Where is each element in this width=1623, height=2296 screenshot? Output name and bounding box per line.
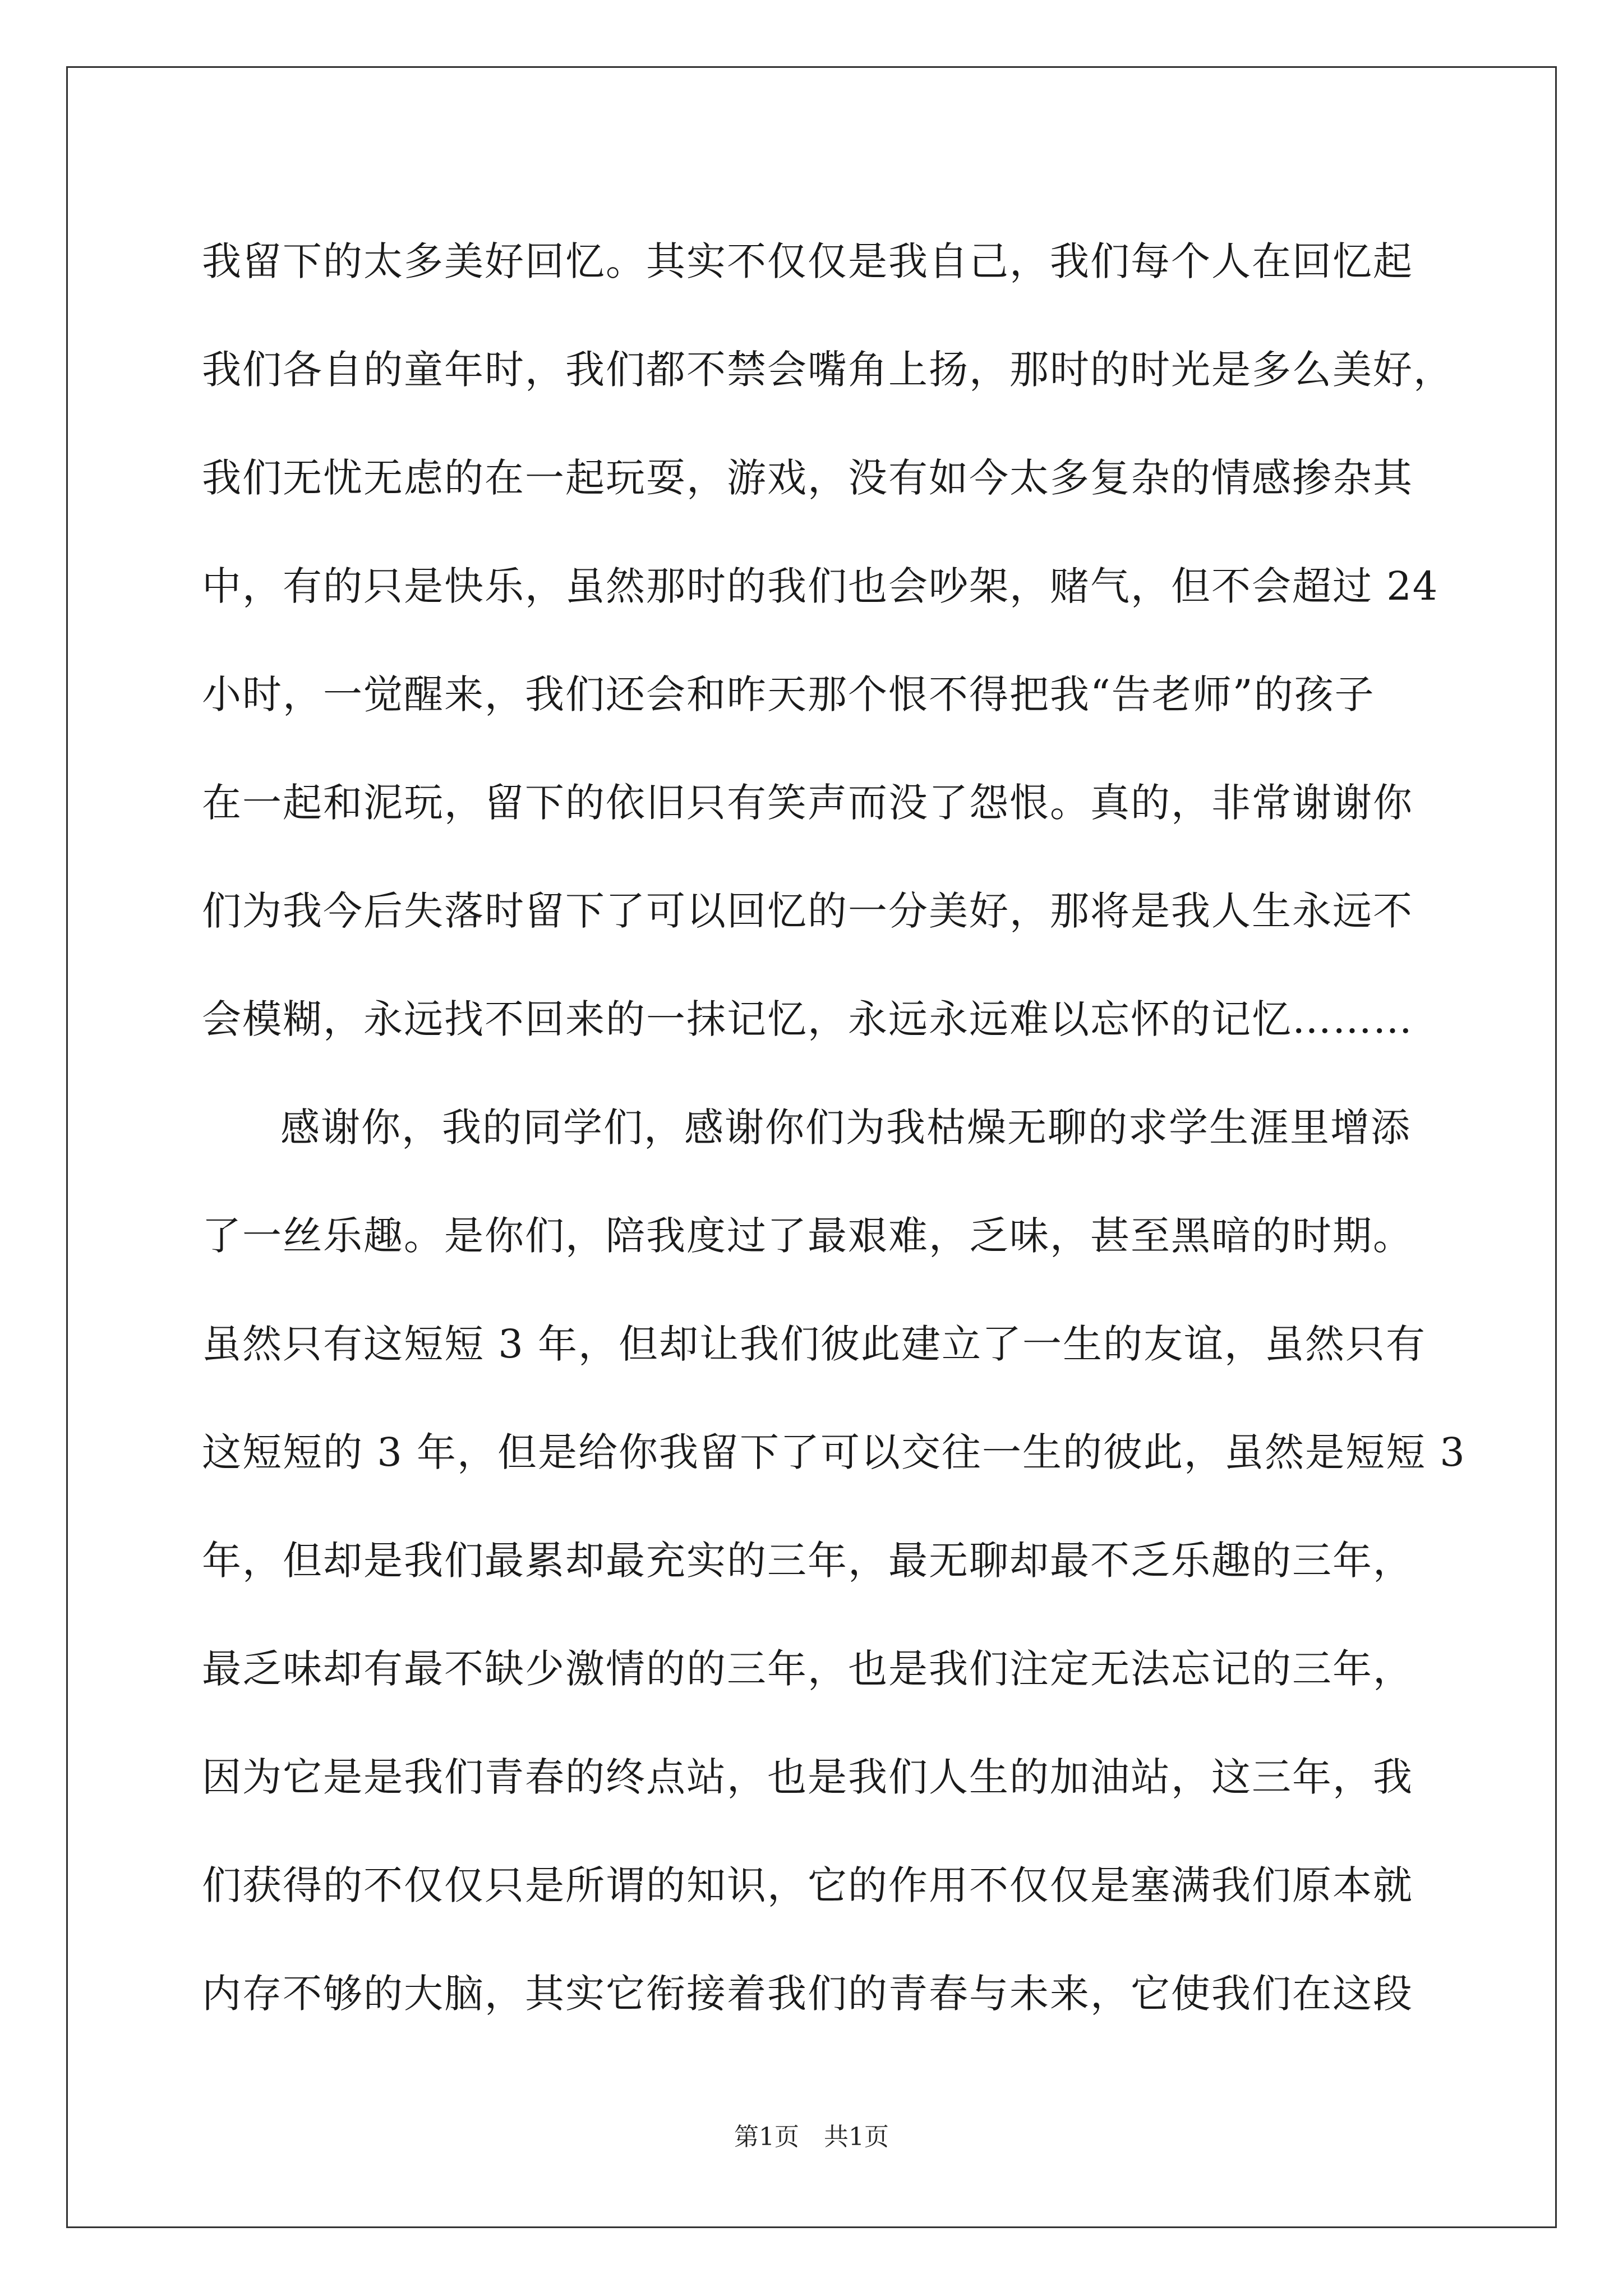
text-line: 虽然只有这短短 3 年，但却让我们彼此建立了一生的友谊，虽然只有 — [202, 1321, 1427, 1367]
text-line: 因为它是是我们青春的终点站，也是我们人生的加油站，这三年，我 — [202, 1754, 1413, 1800]
page-total: 共1页 — [824, 2123, 889, 2151]
text-line: 这短短的 3 年，但是给你我留下了可以交往一生的彼此，虽然是短短 3 — [202, 1429, 1466, 1475]
text-line: 们获得的不仅仅只是所谓的知识，它的作用不仅仅是塞满我们原本就 — [202, 1862, 1413, 1908]
text-line: 我留下的太多美好回忆。其实不仅仅是我自己，我们每个人在回忆起 — [202, 238, 1413, 284]
text-line: 我们各自的童年时，我们都不禁会嘴角上扬，那时的时光是多么美好， — [202, 347, 1454, 393]
text-line: 在一起和泥玩，留下的依旧只有笑声而没了怨恨。真的，非常谢谢你 — [202, 780, 1413, 826]
text-line: 最乏味却有最不缺少激情的的三年，也是我们注定无法忘记的三年， — [202, 1646, 1413, 1692]
text-line: 了一丝乐趣。是你们，陪我度过了最艰难，乏味，甚至黑暗的时期。 — [202, 1213, 1413, 1259]
text-line: 内存不够的大脑，其实它衔接着我们的青春与未来，它使我们在这段 — [202, 1971, 1413, 2017]
paragraph-first-line: 感谢你，我的同学们，感谢你们为我枯燥无聊的求学生涯里增添 — [280, 1105, 1411, 1151]
page-number: 第1页 — [734, 2123, 799, 2151]
text-line: 小时，一觉醒来，我们还会和昨天那个恨不得把我“告老师”的孩子 — [202, 671, 1375, 717]
document-body — [202, 208, 1466, 2048]
text-line: 们为我今后失落时留下了可以回忆的一分美好，那将是我人生永远不 — [202, 888, 1413, 934]
text-line: 中，有的只是快乐，虽然那时的我们也会吵架，赌气，但不会超过 24 — [202, 563, 1439, 609]
page-footer — [0, 2120, 1623, 2154]
text-line: 年，但却是我们最累却最充实的三年，最无聊却最不乏乐趣的三年， — [202, 1538, 1413, 1584]
text-line: 我们无忧无虑的在一起玩耍，游戏，没有如今太多复杂的情感掺杂其 — [202, 455, 1413, 501]
text-line: 会模糊，永远找不回来的一抹记忆，永远永远难以忘怀的记忆……… — [202, 996, 1413, 1042]
